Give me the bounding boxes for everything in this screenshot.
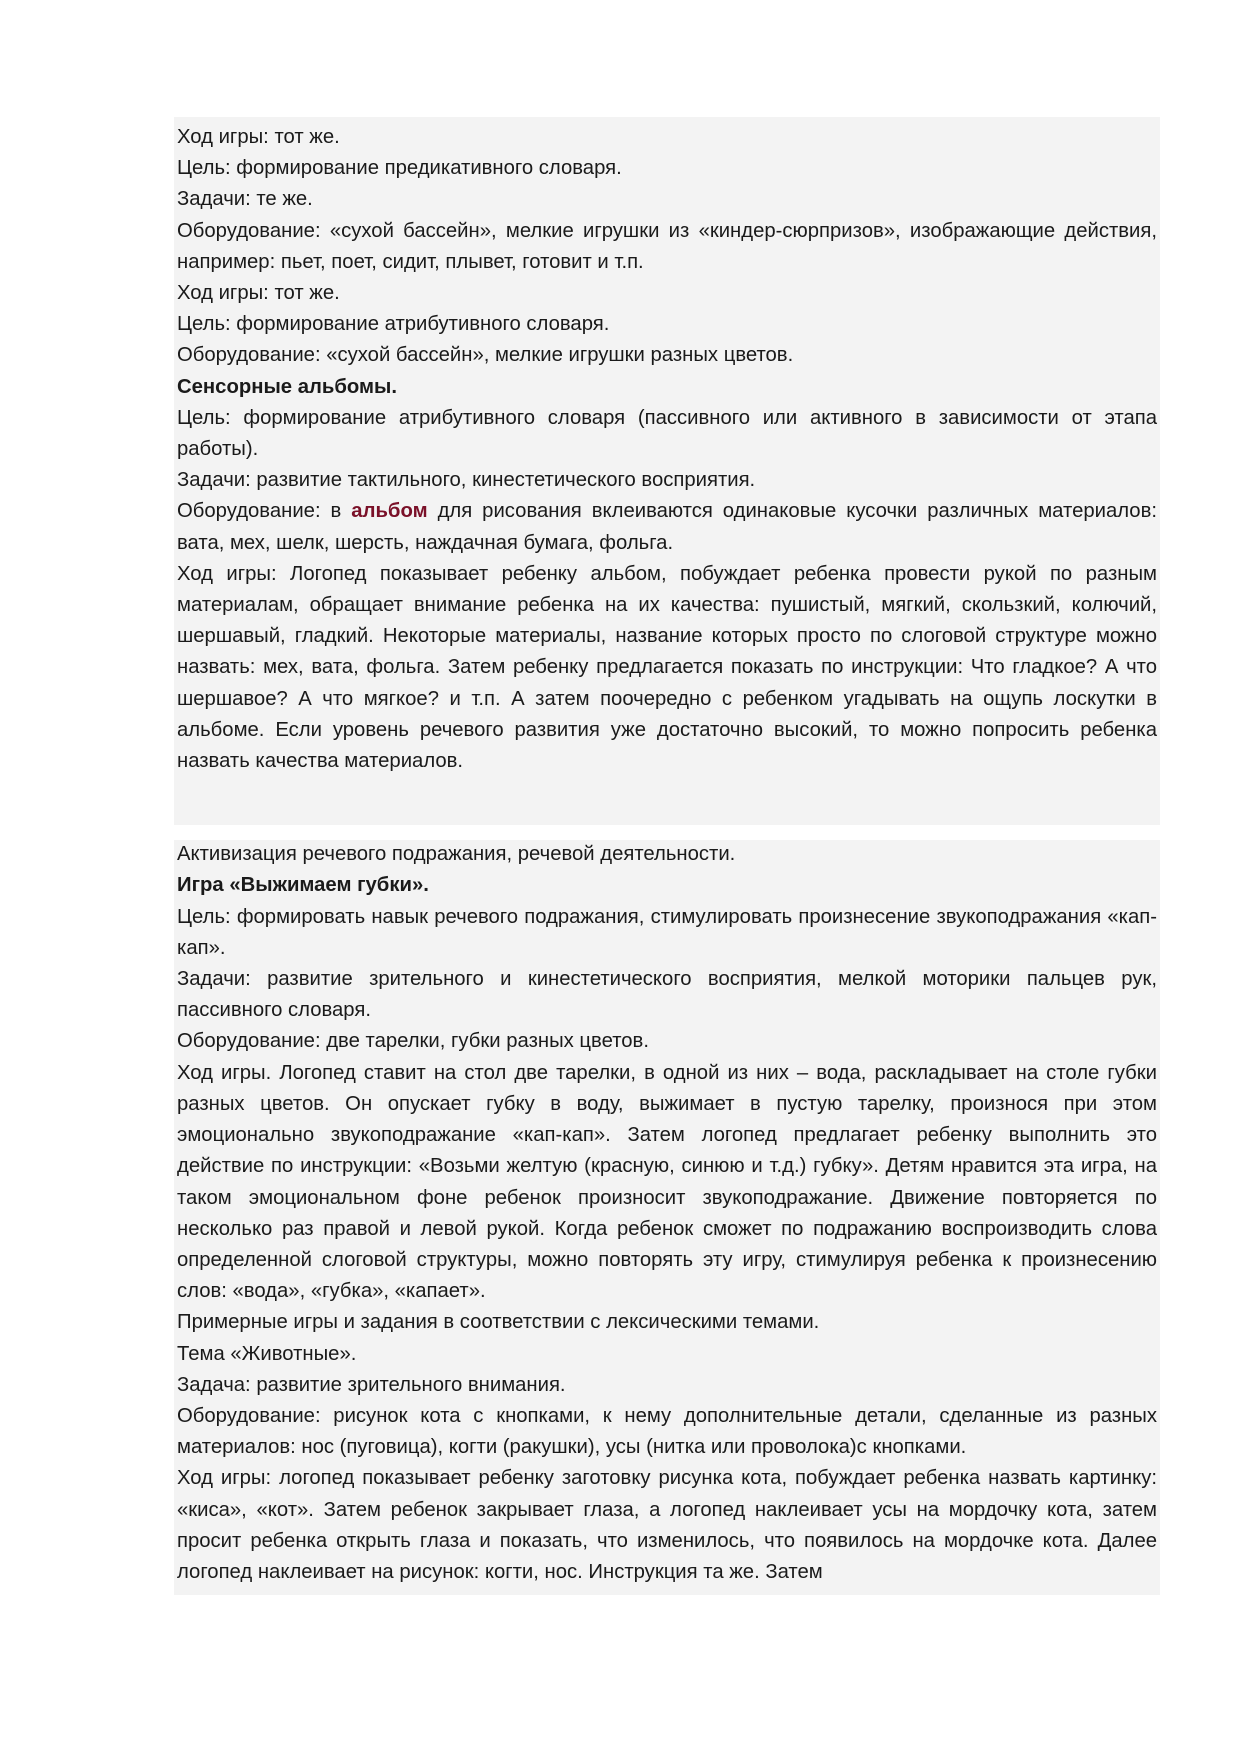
spacer	[177, 777, 1157, 839]
section-heading: Сенсорные альбомы.	[177, 375, 397, 398]
paragraph: Ход игры: тот же.	[177, 282, 340, 305]
paragraph: Ход игры: логопед показывает ребенку заготовку рисунка кота, побуждает ребенка назвать картинку: «киса», «кот». Затем ребенок закрывает глаза, а логопед наклеивает усы на мордочку кота, затем просит ребенка открыть глаза и показать, что изменилось, что появилось на мордочке кота. Далее логопед наклеивает на рисунок: когти, нос. Инструкция та же. Затем	[177, 1467, 1157, 1583]
paragraph: Задача: развитие зрительного внимания.	[177, 1373, 566, 1396]
paragraph: Задачи: развитие зрительного и кинестетического восприятия, мелкой моторики пальцев рук, пассивного словаря.	[177, 968, 1157, 1022]
paragraph: Ход игры. Логопед ставит на стол две тарелки, в одной из них – вода, раскладывает на столе губки разных цветов. Он опускает губку в воду, выжимает в пустую тарелку, произнося при этом эмоционально звукоподражание «кап-кап». Затем логопед предлагает ребенку выполнить это действие по инструкции: «Возьми желтую (красную, синюю и т.д.) губку». Детям нравится эта игра, на таком эмоциональном фоне ребенок произносит звукоподражание. Движение повторяется по несколько раз правой и левой рукой. Когда ребенок сможет по подражанию воспроизводить слова определенной слоговой структуры, можно повторять эту игру, стимулируя ребенка к произнесению слов: «вода», «губка», «капает».	[177, 1061, 1157, 1303]
paragraph: Цель: формировать навык речевого подражания, стимулировать произнесение звукоподражания «кап-кап».	[177, 905, 1157, 959]
section-heading: Игра «Выжимаем губки».	[177, 874, 429, 897]
text: для рисования вклеиваются одинаковые кусочки различных материалов: вата, мех, шелк, шерсть, наждачная бумага, фольга.	[177, 500, 1157, 554]
paragraph: Оборудование: «сухой бассейн», мелкие игрушки разных цветов.	[177, 344, 794, 367]
paragraph: Тема «Животные».	[177, 1342, 357, 1365]
paragraph: Оборудование: «сухой бассейн», мелкие игрушки из «киндер-сюрпризов», изображающие действия, например: пьет, поет, сидит, плывет, готовит и т.п.	[177, 219, 1157, 273]
paragraph: Ход игры: Логопед показывает ребенку альбом, побуждает ребенка провести рукой по разным материалам, обращает внимание ребенка на их качества: пушистый, мягкий, скользкий, колючий, шершавый, гладкий. Некоторые материалы, название которых просто по слоговой структуре можно назвать: мех, вата, фольга. Затем ребенку предлагается показать по инструкции: Что гладкое? А что шершавое? А что мягкое? и т.п. А затем поочередно с ребенком угадывать на ощупь лоскутки в альбоме. Если уровень речевого развития уже достаточно высокий, то можно попросить ребенка назвать качества материалов.	[177, 562, 1157, 773]
section-sensory	[177, 122, 1157, 777]
paragraph: Цель: формирование предикативного словаря.	[177, 157, 622, 180]
paragraph: Задачи: те же.	[177, 188, 313, 211]
paragraph: Цель: формирование атрибутивного словаря.	[177, 313, 610, 336]
paragraph: Примерные игры и задания в соответствии с лексическими темами.	[177, 1311, 820, 1334]
paragraph: Цель: формирование атрибутивного словаря (пассивного или активного в зависимости от этапа работы).	[177, 406, 1157, 461]
paragraph: Оборудование: рисунок кота с кнопками, к нему дополнительные детали, сделанные из разных материалов: нос (пуговица), когти (ракушки), усы (нитка или проволока)с кнопками.	[177, 1404, 1157, 1459]
paragraph-with-link	[177, 496, 1157, 558]
paragraph: Оборудование: две тарелки, губки разных цветов.	[177, 1030, 649, 1053]
section-sponges	[177, 839, 1157, 1588]
paragraph: Задачи: развитие тактильного, кинестетического восприятия.	[177, 469, 756, 492]
paragraph: Ход игры: тот же.	[177, 126, 340, 148]
text: Оборудование: в	[177, 500, 352, 523]
paragraph: Активизация речевого подражания, речевой деятельности.	[177, 843, 736, 866]
document-body	[177, 122, 1157, 1588]
album-link[interactable]: альбом	[351, 500, 428, 523]
